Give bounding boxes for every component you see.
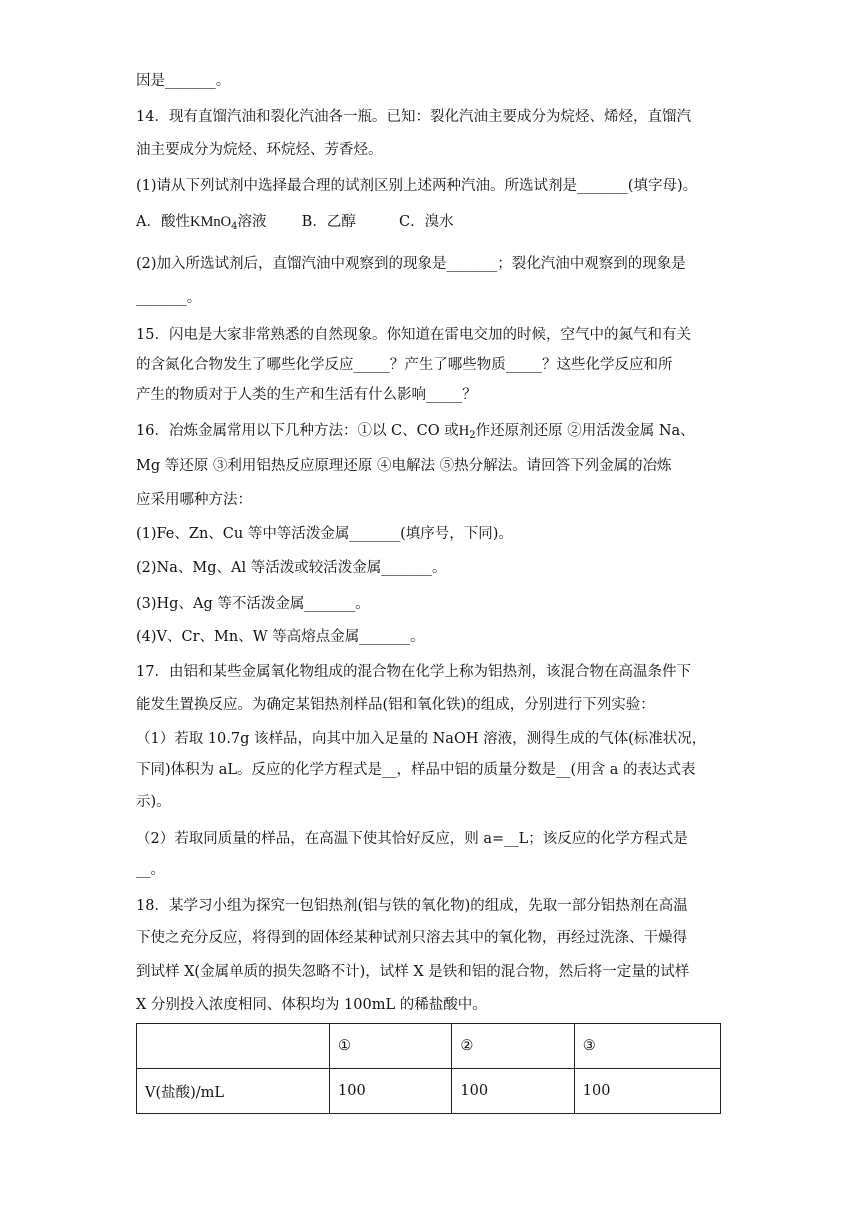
question-17-part-1-cont: 示)。 [136,794,171,810]
question-16-part-3: (3)Hg、Ag 等不活泼金属_______。 [136,596,370,612]
table-header-cell: ① [330,1024,452,1069]
option-a-formula: KMnO [189,214,232,230]
table-header-cell: ② [452,1024,574,1069]
table-header-row [137,1024,721,1069]
question-17-part-1-cont: 下同)体积为 aL。反应的化学方程式是__，样品中铝的质量分数是__(用含 a 的表达式表 [136,762,696,778]
option-b: B．乙醇 [301,214,356,230]
table-cell: 100 [330,1069,452,1114]
question-16-stem-cont: 应采用哪种方法： [136,492,252,508]
table-cell: 100 [574,1069,720,1114]
question-16-part-2: (2)Na、Mg、Al 等活泼或较活泼金属_______。 [136,560,447,576]
question-18-stem-cont: 到试样 X(金属单质的损失忽略不计)，试样 X 是铁和铝的混合物，然后将一定量的试样 [136,964,690,980]
option-a-suffix: 溶液 [237,214,267,230]
question-14-part-1: (1)请从下列试剂中选择最合理的试剂区别上述两种汽油。所选试剂是_______(填字母)。 [136,178,698,194]
question-15-stem: 15．闪电是大家非常熟悉的自然现象。你知道在雷电交加的时候，空气中的氮气和有关 [136,327,691,343]
data-table [136,1023,721,1114]
option-a-prefix: A．酸性 [136,214,190,230]
question-17-part-1: （1）若取 10.7g 该样品，向其中加入足量的 NaOH 溶液，测得生成的气体(标准状况， [136,731,707,747]
q16-h: H [458,423,470,439]
question-14-stem: 14．现有直馏汽油和裂化汽油各一瓶。已知：裂化汽油主要成分为烷烃、烯烃，直馏汽 [136,109,691,125]
question-18-stem-cont: X 分别投入浓度相同、体积均为 100mL 的稀盐酸中。 [136,997,487,1013]
question-14-options [136,212,454,237]
question-14-part-2-cont: _______。 [136,290,202,306]
question-15-stem-cont: 的含氮化合物发生了哪些化学反应_____？产生了哪些物质_____？这些化学反应和所 [136,357,673,373]
option-a-formula-sub: 4 [231,221,238,232]
table-header-cell: ③ [574,1024,720,1069]
q16-h-sub: 2 [469,430,476,441]
question-18-stem: 18．某学习小组为探究一包铝热剂(铝与铁的氧化物)的组成，先取一部分铝热剂在高温 [136,898,688,914]
question-14-stem-cont: 油主要成分为烷烃、环烷烃、芳香烃。 [136,142,383,158]
table-cell: 100 [452,1069,574,1114]
text-line: 因是_______。 [136,73,231,89]
option-c: C．溴水 [399,214,454,230]
table-row [137,1069,721,1114]
question-14-part-2: (2)加入所选试剂后，直馏汽油中观察到的现象是_______；裂化汽油中观察到的现象是 [136,256,686,272]
question-18-stem-cont: 下使之充分反应，将得到的固体经某种试剂只溶去其中的氧化物，再经过洗涤、干燥得 [136,930,687,946]
question-17-part-2-cont: __。 [136,862,165,878]
question-16-part-4: (4)V、Cr、Mn、W 等高熔点金属_______。 [136,629,425,645]
question-16-part-1: (1)Fe、Zn、Cu 等中等活泼金属_______(填序号，下同)。 [136,526,513,542]
table-cell: V(盐酸)/mL [137,1069,330,1114]
question-16-stem [136,421,695,446]
question-17-stem: 17．由铝和某些金属氧化物组成的混合物在化学上称为铝热剂，该混合物在高温条件下 [136,664,691,680]
question-17-part-2: （2）若取同质量的样品，在高温下使其恰好反应，则 a=__L；该反应的化学方程式是 [136,831,688,847]
question-15-stem-cont: 产生的物质对于人类的生产和生活有什么影响_____？ [136,387,477,403]
q16-prefix: 16．冶炼金属常用以下几种方法：①以 C、CO 或 [136,423,459,439]
question-16-stem-cont: Mg 等还原 ③利用铝热反应原理还原 ④电解法 ⑤热分解法。请回答下列金属的冶炼 [136,458,672,474]
q16-suffix: 作还原剂还原 ②用活泼金属 Na、 [475,423,695,439]
table-header-cell [137,1024,330,1069]
question-17-stem-cont: 能发生置换反应。为确定某铝热剂样品(铝和氧化铁)的组成，分别进行下列实验： [136,697,655,713]
